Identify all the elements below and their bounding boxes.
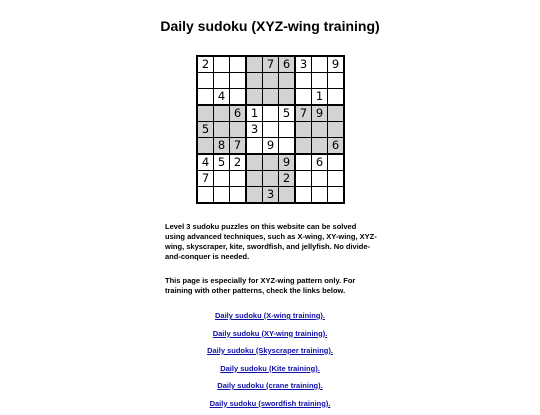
sudoku-cell[interactable]: 6 [230, 105, 247, 122]
sudoku-cell[interactable] [328, 89, 345, 106]
sudoku-cell[interactable] [197, 105, 214, 122]
sudoku-cell[interactable] [295, 89, 312, 106]
sudoku-cell[interactable] [312, 122, 328, 138]
sudoku-cell[interactable]: 2 [279, 171, 296, 187]
sudoku-cell[interactable]: 7 [230, 138, 247, 155]
training-description: This page is especially for XYZ-wing pattern only. For training with other patterns, check the links below. [165, 276, 377, 296]
sudoku-cell[interactable] [295, 73, 312, 89]
sudoku-cell[interactable] [295, 138, 312, 155]
sudoku-row [197, 105, 344, 122]
sudoku-cell[interactable] [263, 73, 279, 89]
sudoku-cell[interactable] [263, 122, 279, 138]
sudoku-cell[interactable] [328, 105, 345, 122]
sudoku-cell[interactable]: 9 [328, 56, 345, 73]
sudoku-cell[interactable] [197, 187, 214, 204]
sudoku-cell[interactable]: 9 [312, 105, 328, 122]
sudoku-cell[interactable] [295, 122, 312, 138]
sudoku-cell[interactable] [295, 171, 312, 187]
sudoku-cell[interactable] [230, 171, 247, 187]
sudoku-cell[interactable] [328, 187, 345, 204]
sudoku-row [197, 187, 344, 204]
sudoku-cell[interactable] [230, 122, 247, 138]
sudoku-cell[interactable] [328, 73, 345, 89]
sudoku-cell[interactable]: 5 [279, 105, 296, 122]
sudoku-cell[interactable] [214, 171, 230, 187]
sudoku-row [197, 171, 344, 187]
sudoku-cell[interactable] [197, 138, 214, 155]
sudoku-row [197, 73, 344, 89]
sudoku-cell[interactable]: 7 [197, 171, 214, 187]
sudoku-cell[interactable]: 3 [295, 56, 312, 73]
sudoku-row [197, 56, 344, 73]
sudoku-cell[interactable] [328, 171, 345, 187]
sudoku-cell[interactable]: 4 [214, 89, 230, 106]
sudoku-cell[interactable]: 6 [328, 138, 345, 155]
sudoku-cell[interactable] [312, 171, 328, 187]
link-crane-training[interactable]: Daily sudoku (crane training). [0, 380, 540, 398]
sudoku-row [197, 138, 344, 155]
sudoku-row [197, 154, 344, 171]
link-xy-wing-training[interactable]: Daily sudoku (XY-wing training). [0, 328, 540, 346]
sudoku-cell[interactable] [214, 105, 230, 122]
sudoku-cell[interactable]: 7 [263, 56, 279, 73]
sudoku-cell[interactable]: 7 [295, 105, 312, 122]
sudoku-cell[interactable] [263, 105, 279, 122]
sudoku-cell[interactable]: 1 [246, 105, 263, 122]
link-skyscraper-training[interactable]: Daily sudoku (Skyscraper training). [0, 345, 540, 363]
sudoku-cell[interactable] [295, 154, 312, 171]
sudoku-cell[interactable] [279, 122, 296, 138]
sudoku-board [196, 55, 345, 204]
sudoku-cell[interactable]: 9 [279, 154, 296, 171]
sudoku-cell[interactable] [246, 171, 263, 187]
sudoku-cell[interactable]: 4 [197, 154, 214, 171]
training-links [0, 310, 540, 415]
sudoku-cell[interactable]: 2 [230, 154, 247, 171]
sudoku-cell[interactable]: 3 [246, 122, 263, 138]
sudoku-cell[interactable] [197, 73, 214, 89]
sudoku-cell[interactable] [246, 187, 263, 204]
sudoku-cell[interactable] [246, 73, 263, 89]
sudoku-row [197, 122, 344, 138]
sudoku-cell[interactable] [246, 89, 263, 106]
sudoku-cell[interactable] [279, 187, 296, 204]
link-kite-training[interactable]: Daily sudoku (Kite training). [0, 363, 540, 381]
sudoku-cell[interactable] [246, 154, 263, 171]
sudoku-cell[interactable] [328, 154, 345, 171]
sudoku-cell[interactable] [214, 122, 230, 138]
sudoku-cell[interactable]: 3 [263, 187, 279, 204]
sudoku-cell[interactable] [230, 187, 247, 204]
sudoku-cell[interactable] [230, 73, 247, 89]
sudoku-cell[interactable]: 5 [197, 122, 214, 138]
sudoku-cell[interactable] [246, 138, 263, 155]
sudoku-cell[interactable] [214, 187, 230, 204]
sudoku-row [197, 89, 344, 106]
sudoku-cell[interactable]: 1 [312, 89, 328, 106]
sudoku-cell[interactable]: 6 [279, 56, 296, 73]
sudoku-cell[interactable] [312, 187, 328, 204]
sudoku-cell[interactable]: 6 [312, 154, 328, 171]
sudoku-cell[interactable] [246, 56, 263, 73]
sudoku-cell[interactable] [230, 56, 247, 73]
link-x-wing-training[interactable]: Daily sudoku (X-wing training). [0, 310, 540, 328]
sudoku-cell[interactable] [279, 73, 296, 89]
sudoku-cell[interactable] [263, 154, 279, 171]
sudoku-cell[interactable] [230, 89, 247, 106]
sudoku-cell[interactable] [312, 138, 328, 155]
sudoku-cell[interactable] [197, 89, 214, 106]
sudoku-cell[interactable] [279, 138, 296, 155]
sudoku-cell[interactable] [263, 171, 279, 187]
sudoku-cell[interactable] [312, 73, 328, 89]
sudoku-cell[interactable] [279, 89, 296, 106]
sudoku-cell[interactable] [263, 89, 279, 106]
sudoku-cell[interactable] [214, 73, 230, 89]
sudoku-cell[interactable]: 8 [214, 138, 230, 155]
sudoku-cell[interactable]: 9 [263, 138, 279, 155]
link-swordfish-training[interactable]: Daily sudoku (swordfish training). [0, 398, 540, 415]
sudoku-cell[interactable] [328, 122, 345, 138]
sudoku-cell[interactable]: 5 [214, 154, 230, 171]
sudoku-cell[interactable] [312, 56, 328, 73]
sudoku-cell[interactable] [295, 187, 312, 204]
page-title: Daily sudoku (XYZ-wing training) [0, 18, 540, 34]
level-description: Level 3 sudoku puzzles on this website can be solved using advanced techniques, such as X-wing, XY-wing, XYZ-wing, skyscraper, kite, swordfish, and jellyfish. No divide-and-conquer is needed. [165, 222, 377, 262]
sudoku-cell[interactable] [214, 56, 230, 73]
sudoku-cell[interactable]: 2 [197, 56, 214, 73]
